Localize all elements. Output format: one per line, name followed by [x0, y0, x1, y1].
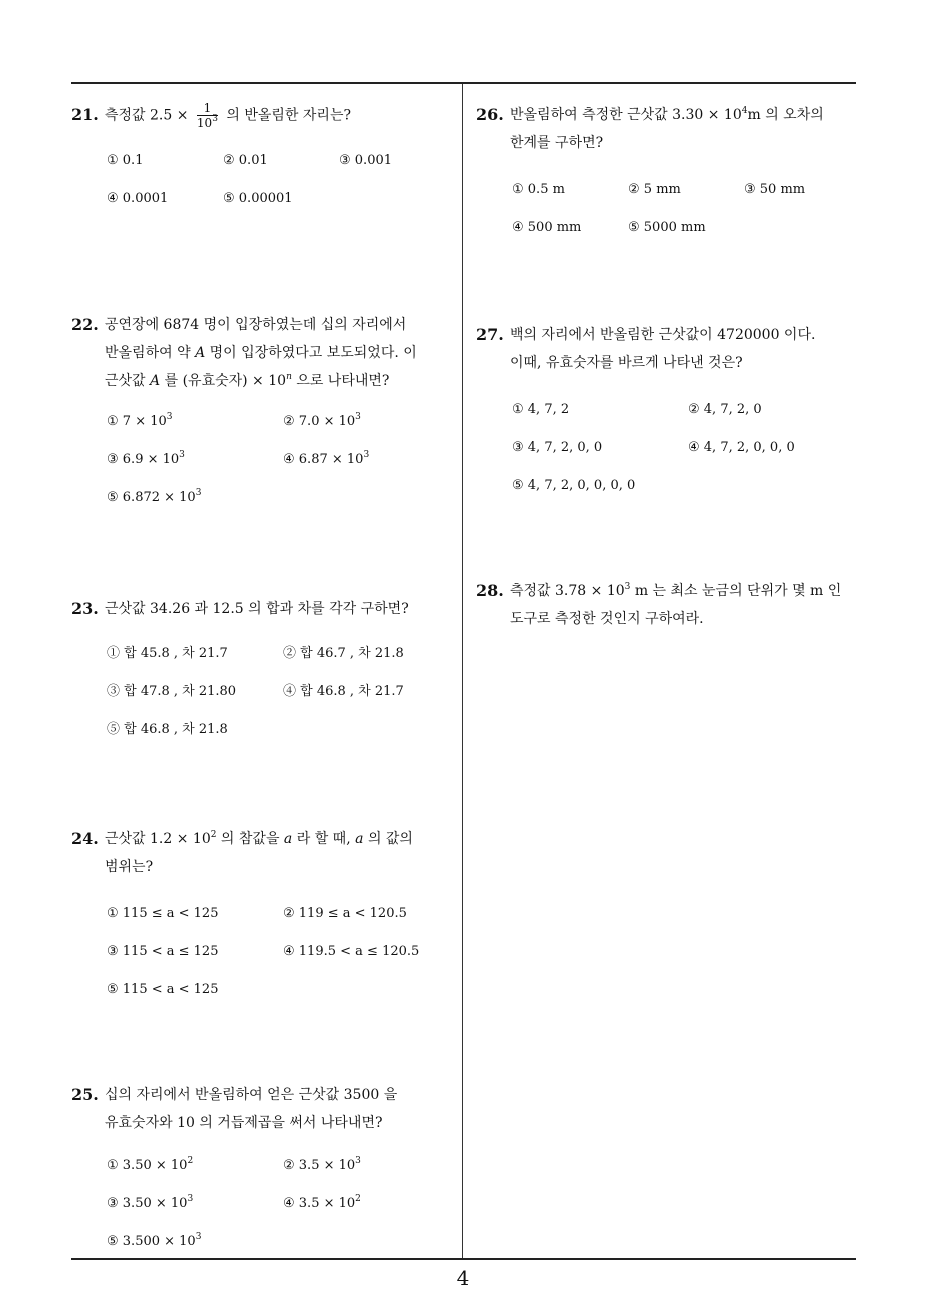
choice-list — [107, 150, 431, 210]
bottom-rule — [71, 1258, 856, 1260]
question-21 — [71, 101, 431, 210]
choice-4[interactable]: ④ 500 mm — [512, 220, 582, 235]
choice-3[interactable]: ③ $3.50 \times 10^3$ — [107, 1194, 194, 1211]
choice-list — [512, 179, 836, 239]
choice-2[interactable]: ② $7.0 \times 10^3$ — [283, 412, 361, 429]
page-number: 4 — [456, 1266, 470, 1290]
choice-5[interactable]: ⑤ 합 46.8 , 차 21.8 — [107, 722, 228, 737]
question-number: 23. — [71, 599, 99, 618]
choice-1[interactable]: ① 115 ≤ a < 125 — [107, 906, 219, 921]
choice-3[interactable]: ③ 4, 7, 2, 0, 0 — [512, 440, 603, 455]
choice-5[interactable]: ⑤ 4, 7, 2, 0, 0, 0, 0 — [512, 478, 636, 493]
fraction: $\frac{1}{10^3}$ — [196, 101, 218, 130]
question-28 — [476, 580, 860, 633]
choice-5[interactable]: ⑤ 5000 mm — [628, 220, 706, 235]
question-number: 21. — [71, 105, 99, 124]
choice-2[interactable]: ② 합 46.7 , 차 21.8 — [283, 646, 404, 661]
choice-list — [107, 643, 431, 741]
question-number: 25. — [71, 1085, 99, 1104]
question-23 — [71, 598, 431, 741]
choice-1[interactable]: ① $7 \times 10^3$ — [107, 412, 173, 429]
choice-1[interactable]: ① $3.50 \times 10^2$ — [107, 1156, 194, 1173]
choice-list — [107, 1155, 431, 1253]
question-text: 공연장에 6874 명이 입장하였는데 십의 자리에서 반올림하여 약 A 명이 입장하였다고 보도되었다. 이 근삿값 A 를 (유효숫자) × $10^n$ 으로 나타내면? — [105, 317, 417, 389]
choice-4[interactable]: ④ 합 46.8 , 차 21.7 — [283, 684, 404, 699]
question-text: 근삿값 $1.2 \times 10^2$ 의 참값을 a 라 할 때, a 의 값의 범위는? — [105, 830, 413, 875]
column-divider — [462, 84, 463, 1258]
choice-4[interactable]: ④ 119.5 < a ≤ 120.5 — [283, 944, 420, 959]
choice-2[interactable]: ② 4, 7, 2, 0 — [688, 402, 762, 417]
choice-5[interactable]: ⑤ $6.872 \times 10^3$ — [107, 488, 202, 505]
choice-1[interactable]: ① 합 45.8 , 차 21.7 — [107, 646, 228, 661]
choice-3[interactable]: ③ $6.9 \times 10^3$ — [107, 450, 185, 467]
choice-2[interactable]: ② 0.01 — [223, 153, 268, 168]
question-25 — [71, 1084, 431, 1253]
question-text: 십의 자리에서 반올림하여 얻은 근삿값 3500 을 유효숫자와 10 의 거듭제곱을 써서 나타내면? — [105, 1087, 398, 1131]
question-number: 24. — [71, 829, 99, 848]
choice-3[interactable]: ③ 합 47.8 , 차 21.80 — [107, 684, 237, 699]
top-rule — [71, 82, 856, 84]
choice-5[interactable]: ⑤ 0.00001 — [223, 191, 293, 206]
choice-3[interactable]: ③ 115 < a ≤ 125 — [107, 944, 219, 959]
choice-list — [107, 903, 431, 1001]
choice-1[interactable]: ① 0.5 m — [512, 182, 565, 197]
choice-3[interactable]: ③ 50 mm — [744, 182, 806, 197]
choice-3[interactable]: ③ 0.001 — [339, 153, 393, 168]
choice-4[interactable]: ④ 4, 7, 2, 0, 0, 0 — [688, 440, 795, 455]
choice-2[interactable]: ② 5 mm — [628, 182, 681, 197]
choice-4[interactable]: ④ $3.5 \times 10^2$ — [283, 1194, 361, 1211]
question-number: 27. — [476, 325, 504, 344]
choice-list — [512, 399, 836, 497]
question-text: 반올림하여 측정한 근삿값 $3.30 \times 10^4m$ 의 오차의 한계를 구하면? — [510, 106, 824, 151]
choice-1[interactable]: ① 4, 7, 2 — [512, 402, 570, 417]
question-number: 26. — [476, 105, 504, 124]
choice-4[interactable]: ④ $6.87 \times 10^3$ — [283, 450, 370, 467]
question-26 — [476, 104, 836, 239]
question-text: 측정값 2.5 × $\frac{1}{10^3}$ 의 반올림한 자리는? — [105, 101, 351, 130]
question-24 — [71, 828, 431, 1001]
choice-4[interactable]: ④ 0.0001 — [107, 191, 169, 206]
choice-1[interactable]: ① 0.1 — [107, 153, 144, 168]
choice-5[interactable]: ⑤ 115 < a < 125 — [107, 982, 219, 997]
question-22 — [71, 314, 431, 509]
question-text: 백의 자리에서 반올림한 근삿값이 4720000 이다. 이때, 유효숫자를 바르게 나타낸 것은? — [510, 327, 816, 371]
question-text: 근삿값 34.26 과 12.5 의 합과 차를 각각 구하면? — [105, 601, 409, 617]
choice-list — [107, 411, 431, 509]
question-number: 22. — [71, 315, 99, 334]
question-27 — [476, 324, 836, 497]
choice-2[interactable]: ② $3.5 \times 10^3$ — [283, 1156, 361, 1173]
choice-5[interactable]: ⑤ $3.500 \times 10^3$ — [107, 1232, 202, 1249]
choice-2[interactable]: ② 119 ≤ a < 120.5 — [283, 906, 407, 921]
question-text: 측정값 $3.78 \times 10^3$ m 는 최소 눈금의 단위가 몇 m 인 도구로 측정한 것인지 구하여라. — [510, 582, 842, 627]
question-number: 28. — [476, 581, 504, 600]
